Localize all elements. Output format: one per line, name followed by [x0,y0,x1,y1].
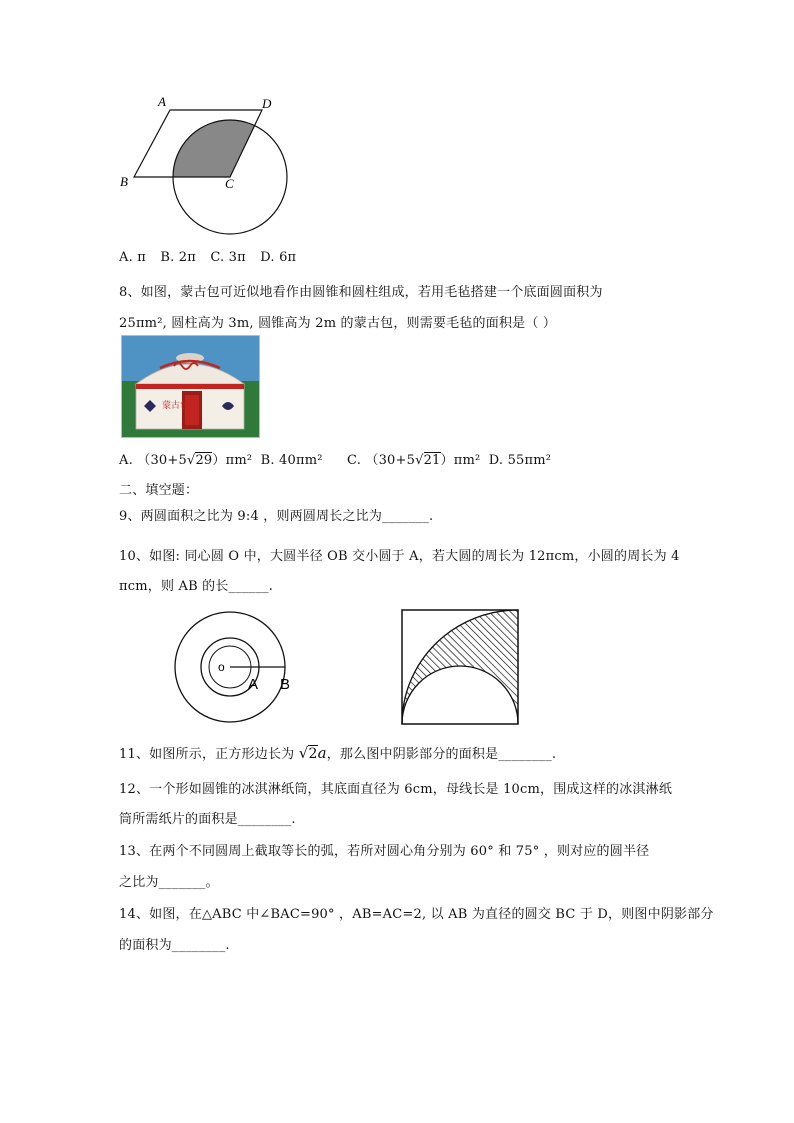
q11-variable: a [317,744,327,762]
q8-line1: 8、如图，蒙古包可近似地看作由圆锥和圆柱组成，若用毛毡搭建一个底面圆面积为 [119,285,603,300]
label-o: o [218,660,225,674]
label-c: C [225,176,234,191]
q14-line1: 14、如图，在△ABC 中∠BAC=90° ，AB=AC=2, 以 AB 为直径的圆交 BC 于 D，则图中阴影部分 [119,907,714,922]
label-b: B [120,174,128,189]
q8-option-c-radicand: 21 [423,453,441,468]
q13-line1: 13、在两个不同圆周上截取等长的弧，若所对圆心角分别为 60° 和 75° ，则对应的圆半径 [119,844,650,859]
q8-option-d: D. 55πm² [488,453,552,468]
q7-option-c: C. 3π [210,250,246,265]
q14-line2: 的面积为________. [119,938,230,953]
q10-line2: πcm，则 AB 的长______. [119,579,274,594]
q12-line1: 12、一个形如圆锥的冰淇淋纸筒，其底面直径为 6cm，母线长是 10cm，围成这样的冰淇淋纸 [119,782,673,797]
section-title: 二、填空题： [119,483,199,498]
q8-option-a-suffix: ）πm² [212,453,253,468]
square-shaded-figure [400,608,522,726]
q8-option-c-prefix: C. （30+5 [347,453,416,468]
q10-line1: 10、如图: 同心圆 O 中，大圆半径 OB 交小圆于 A，若大圆的周长为 12πcm，小圆的周长为 4 [119,549,680,564]
q9-text: 9、两圆面积之比为 9:4 ，则两圆周长之比为_______. [119,509,434,524]
q7-options [119,250,306,265]
q11-prefix: 11、如图所示，正方形边长为 [119,747,299,762]
q11-radicand: 2 [308,746,318,762]
q8-option-a-prefix: A. （30+5 [119,453,187,468]
yurt-photo-caption: 蒙古包 [162,401,190,411]
q11-text [119,743,556,762]
q8-option-c-suffix: ）πm² [440,453,481,468]
sqrt-symbol: √ [186,453,196,468]
q8-option-b: B. 40πm² [260,453,323,468]
q8-options [119,449,551,468]
q11-suffix: ，那么图中阴影部分的面积是________. [326,747,557,762]
q7-option-d: D. 6π [260,250,297,265]
label-a: A [158,94,166,109]
yurt-photo [121,335,260,438]
parallelogram-circle-figure [112,90,302,250]
sqrt-symbol: √ [298,744,309,762]
sqrt-symbol: √ [415,453,424,468]
label-d: D [262,96,272,111]
q7-option-a: A. π [119,250,146,265]
label-a: A [248,676,259,693]
q13-line2: 之比为_______。 [119,875,219,890]
label-b: B [280,676,291,693]
q8-line2: 25πm², 圆柱高为 3m, 圆锥高为 2m 的蒙古包，则需要毛毡的面积是（ ） [119,316,557,331]
q8-option-a-radicand: 29 [195,453,213,468]
concentric-circles-figure [170,608,300,726]
q12-line2: 筒所需纸片的面积是________. [119,812,296,827]
q7-option-b: B. 2π [160,250,196,265]
